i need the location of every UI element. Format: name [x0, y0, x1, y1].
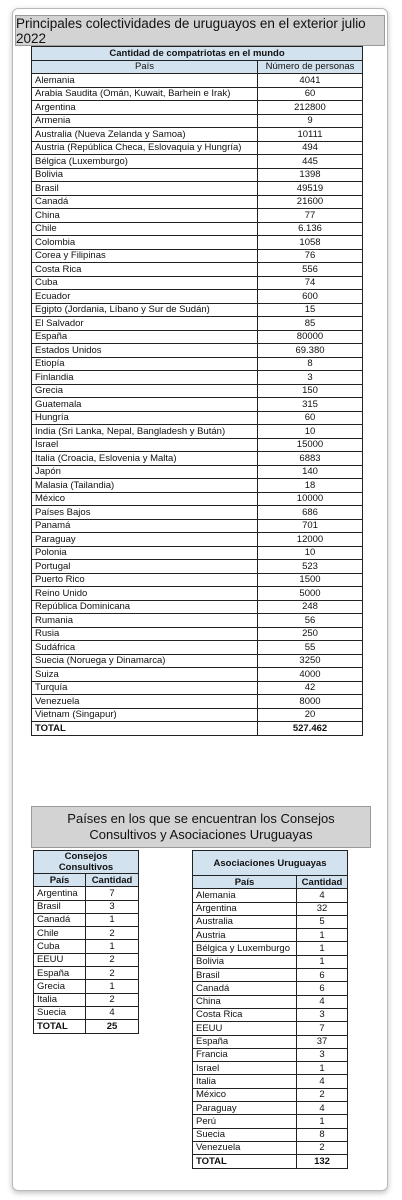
value-cell: 15 — [258, 303, 363, 317]
country-cell: Arabia Saudita (Omán, Kuwait, Barhein e Irak) — [32, 87, 258, 101]
value-cell: 150 — [258, 384, 363, 398]
asociaciones-row — [193, 1141, 348, 1154]
country-cell: Estados Unidos — [32, 344, 258, 358]
table-row — [32, 249, 363, 263]
table-row — [32, 330, 363, 344]
value-cell: 3250 — [258, 654, 363, 668]
country-cell: Armenia — [32, 114, 258, 128]
value-cell: 701 — [258, 519, 363, 533]
table-row — [32, 303, 363, 317]
table-row — [32, 317, 363, 331]
value-cell: 1 — [86, 913, 139, 926]
table-row — [32, 614, 363, 628]
value-cell: 1058 — [258, 236, 363, 250]
value-cell: 3 — [297, 1048, 348, 1061]
country-cell: Guatemala — [32, 398, 258, 412]
consejos-row — [34, 927, 139, 940]
asociaciones-row — [193, 1022, 348, 1035]
country-cell: Argentina — [193, 902, 297, 915]
country-cell: Canadá — [34, 913, 86, 926]
country-cell: EEUU — [193, 1022, 297, 1035]
country-cell: China — [193, 995, 297, 1008]
country-cell: Etiopía — [32, 357, 258, 371]
value-cell: 1 — [297, 929, 348, 942]
table-row — [32, 155, 363, 169]
value-cell: 10000 — [258, 492, 363, 506]
country-cell: Panamá — [32, 519, 258, 533]
asociaciones-row — [193, 955, 348, 968]
country-cell: Japón — [32, 465, 258, 479]
value-cell: 140 — [258, 465, 363, 479]
asociaciones-header-country: País — [193, 876, 297, 889]
value-cell: 2 — [86, 967, 139, 980]
country-cell: Suecia — [193, 1128, 297, 1141]
value-cell: 686 — [258, 506, 363, 520]
value-cell: 2 — [86, 953, 139, 966]
country-cell: Argentina — [32, 101, 258, 115]
value-cell: 20 — [258, 708, 363, 722]
table-row — [32, 141, 363, 155]
value-cell: 4 — [297, 889, 348, 902]
value-cell: 21600 — [258, 195, 363, 209]
country-cell: Canadá — [193, 982, 297, 995]
value-cell: 8000 — [258, 695, 363, 709]
country-cell: Corea y Filipinas — [32, 249, 258, 263]
section-title-line-1: Países en los que se encuentran los Consejos — [67, 811, 335, 826]
total-label: TOTAL — [193, 1155, 297, 1168]
value-cell: 10 — [258, 546, 363, 560]
value-cell: 1 — [86, 940, 139, 953]
asociaciones-row — [193, 1035, 348, 1048]
country-cell: Australia — [193, 915, 297, 928]
country-cell: Portugal — [32, 560, 258, 574]
country-cell: Italia — [34, 993, 86, 1006]
value-cell: 10 — [258, 425, 363, 439]
table-row — [32, 276, 363, 290]
value-cell: 2 — [297, 1141, 348, 1154]
country-cell: Suecia — [34, 1006, 86, 1019]
consejos-row — [34, 887, 139, 900]
country-cell: Bélgica y Luxemburgo — [193, 942, 297, 955]
section-title-line-2: Consultivos y Asociaciones Uruguayas — [89, 827, 313, 842]
value-cell: 5000 — [258, 587, 363, 601]
value-cell: 8 — [258, 357, 363, 371]
value-cell: 4 — [297, 1102, 348, 1115]
country-cell: Chile — [32, 222, 258, 236]
value-cell: 250 — [258, 627, 363, 641]
table-row — [32, 425, 363, 439]
total-row — [32, 722, 363, 736]
country-cell: Venezuela — [193, 1141, 297, 1154]
table-row — [32, 182, 363, 196]
table-row — [32, 371, 363, 385]
table-row — [32, 681, 363, 695]
country-cell: Vietnam (Singapur) — [32, 708, 258, 722]
value-cell: 77 — [258, 209, 363, 223]
country-cell: Israel — [193, 1062, 297, 1075]
value-cell: 4041 — [258, 74, 363, 88]
asociaciones-row — [193, 902, 348, 915]
country-cell: Grecia — [32, 384, 258, 398]
asociaciones-row — [193, 1008, 348, 1021]
value-cell: 85 — [258, 317, 363, 331]
table-row — [32, 465, 363, 479]
value-cell: 3 — [86, 900, 139, 913]
country-cell: El Salvador — [32, 317, 258, 331]
country-cell: Colombia — [32, 236, 258, 250]
table-row — [32, 168, 363, 182]
table-row — [32, 438, 363, 452]
value-cell: 6 — [297, 969, 348, 982]
country-cell: Venezuela — [32, 695, 258, 709]
total-value: 25 — [86, 1020, 139, 1033]
country-cell: Cuba — [32, 276, 258, 290]
asociaciones-row — [193, 995, 348, 1008]
table-row — [32, 290, 363, 304]
value-cell: 6883 — [258, 452, 363, 466]
value-cell: 4 — [86, 1006, 139, 1019]
total-value: 132 — [297, 1155, 348, 1168]
country-cell: Brasil — [34, 900, 86, 913]
country-cell: Italia — [193, 1075, 297, 1088]
table-row — [32, 600, 363, 614]
table-row — [32, 209, 363, 223]
column-header-country: País — [32, 60, 258, 74]
value-cell: 3 — [258, 371, 363, 385]
country-cell: Austria — [193, 929, 297, 942]
value-cell: 76 — [258, 249, 363, 263]
country-cell: Costa Rica — [193, 1008, 297, 1021]
table-row — [32, 506, 363, 520]
value-cell: 60 — [258, 411, 363, 425]
table-row — [32, 533, 363, 547]
table-caption: Cantidad de compatriotas en el mundo — [32, 47, 363, 61]
asociaciones-row — [193, 1115, 348, 1128]
value-cell: 10111 — [258, 128, 363, 142]
asociaciones-row — [193, 929, 348, 942]
value-cell: 7 — [86, 887, 139, 900]
country-cell: Ecuador — [32, 290, 258, 304]
value-cell: 55 — [258, 641, 363, 655]
table-row — [32, 114, 363, 128]
value-cell: 556 — [258, 263, 363, 277]
total-label: TOTAL — [32, 722, 258, 736]
country-cell: Puerto Rico — [32, 573, 258, 587]
consejos-caption: Consejos Consultivos — [34, 851, 139, 874]
country-cell: India (Sri Lanka, Nepal, Bangladesh y Bután) — [32, 425, 258, 439]
value-cell: 3 — [297, 1008, 348, 1021]
table-row — [32, 357, 363, 371]
country-cell: Polonia — [32, 546, 258, 560]
asociaciones-header-count: Cantidad — [297, 876, 348, 889]
table-row — [32, 587, 363, 601]
asociaciones-row — [193, 1128, 348, 1141]
table-row — [32, 398, 363, 412]
country-cell: Paraguay — [193, 1102, 297, 1115]
value-cell: 15000 — [258, 438, 363, 452]
asociaciones-row — [193, 1102, 348, 1115]
value-cell: 1 — [86, 980, 139, 993]
value-cell: 42 — [258, 681, 363, 695]
value-cell: 1 — [297, 955, 348, 968]
country-cell: Bolivia — [32, 168, 258, 182]
country-cell: Egipto (Jordania, Líbano y Sur de Sudán) — [32, 303, 258, 317]
table-row — [32, 344, 363, 358]
total-value: 527.462 — [258, 722, 363, 736]
table-row — [32, 519, 363, 533]
table-row — [32, 101, 363, 115]
compatriots-table — [31, 46, 363, 736]
asociaciones-row — [193, 942, 348, 955]
country-cell: Israel — [32, 438, 258, 452]
asociaciones-table — [192, 850, 348, 1169]
table-row — [32, 263, 363, 277]
country-cell: Alemania — [193, 889, 297, 902]
country-cell: Austria (República Checa, Eslovaquia y Hungría) — [32, 141, 258, 155]
table-row — [32, 87, 363, 101]
country-cell: Sudáfrica — [32, 641, 258, 655]
value-cell: 1 — [297, 942, 348, 955]
table-row — [32, 492, 363, 506]
country-cell: España — [193, 1035, 297, 1048]
country-cell: China — [32, 209, 258, 223]
table-row — [32, 654, 363, 668]
table-row — [32, 641, 363, 655]
value-cell: 9 — [258, 114, 363, 128]
value-cell: 56 — [258, 614, 363, 628]
country-cell: Francia — [193, 1048, 297, 1061]
total-row — [193, 1155, 348, 1168]
value-cell: 445 — [258, 155, 363, 169]
total-label: TOTAL — [34, 1020, 86, 1033]
consejos-row — [34, 940, 139, 953]
value-cell: 523 — [258, 560, 363, 574]
country-cell: Alemania — [32, 74, 258, 88]
country-cell: Australia (Nueva Zelanda y Samoa) — [32, 128, 258, 142]
consejos-row — [34, 993, 139, 1006]
country-cell: Chile — [34, 927, 86, 940]
country-cell: Canadá — [32, 195, 258, 209]
table-row — [32, 411, 363, 425]
value-cell: 6 — [297, 982, 348, 995]
value-cell: 1500 — [258, 573, 363, 587]
country-cell: Suecia (Noruega y Dinamarca) — [32, 654, 258, 668]
country-cell: Cuba — [34, 940, 86, 953]
value-cell: 32 — [297, 902, 348, 915]
value-cell: 248 — [258, 600, 363, 614]
country-cell: Argentina — [34, 887, 86, 900]
section-title — [31, 806, 371, 848]
value-cell: 2 — [86, 993, 139, 1006]
table-row — [32, 668, 363, 682]
value-cell: 1 — [297, 1062, 348, 1075]
table-row — [32, 236, 363, 250]
country-cell: Paraguay — [32, 533, 258, 547]
value-cell: 4000 — [258, 668, 363, 682]
value-cell: 2 — [297, 1088, 348, 1101]
table-row — [32, 708, 363, 722]
country-cell: Brasil — [193, 969, 297, 982]
country-cell: Reino Unido — [32, 587, 258, 601]
value-cell: 4 — [297, 995, 348, 1008]
consejos-header-count: Cantidad — [86, 874, 139, 887]
country-cell: Finlandia — [32, 371, 258, 385]
country-cell: Bélgica (Luxemburgo) — [32, 155, 258, 169]
value-cell: 49519 — [258, 182, 363, 196]
table-row — [32, 546, 363, 560]
value-cell: 600 — [258, 290, 363, 304]
value-cell: 2 — [86, 927, 139, 940]
consejos-header-country: País — [34, 874, 86, 887]
total-row — [34, 1020, 139, 1033]
country-cell: Turquía — [32, 681, 258, 695]
country-cell: Italia (Croacia, Eslovenia y Malta) — [32, 452, 258, 466]
asociaciones-row — [193, 1048, 348, 1061]
country-cell: Rusia — [32, 627, 258, 641]
asociaciones-row — [193, 1062, 348, 1075]
value-cell: 74 — [258, 276, 363, 290]
value-cell: 5 — [297, 915, 348, 928]
value-cell: 494 — [258, 141, 363, 155]
table-row — [32, 128, 363, 142]
table-row — [32, 573, 363, 587]
country-cell: EEUU — [34, 953, 86, 966]
country-cell: Bolivia — [193, 955, 297, 968]
country-cell: Perú — [193, 1115, 297, 1128]
country-cell: Malasia (Tailandia) — [32, 479, 258, 493]
value-cell: 12000 — [258, 533, 363, 547]
value-cell: 1398 — [258, 168, 363, 182]
consejos-table — [33, 850, 139, 1034]
value-cell: 315 — [258, 398, 363, 412]
table-row — [32, 222, 363, 236]
table-row — [32, 560, 363, 574]
country-cell: República Dominicana — [32, 600, 258, 614]
asociaciones-row — [193, 1075, 348, 1088]
country-cell: Brasil — [32, 182, 258, 196]
table-row — [32, 452, 363, 466]
country-cell: Países Bajos — [32, 506, 258, 520]
consejos-row — [34, 913, 139, 926]
value-cell: 69.380 — [258, 344, 363, 358]
value-cell: 8 — [297, 1128, 348, 1141]
country-cell: Hungría — [32, 411, 258, 425]
asociaciones-row — [193, 889, 348, 902]
country-cell: España — [34, 967, 86, 980]
value-cell: 212800 — [258, 101, 363, 115]
asociaciones-row — [193, 982, 348, 995]
page-title — [15, 15, 385, 46]
consejos-row — [34, 1006, 139, 1019]
consejos-row — [34, 967, 139, 980]
page-title-text: Principales colectividades de uruguayos en el exterior julio 2022 — [16, 15, 366, 46]
value-cell: 1 — [297, 1115, 348, 1128]
asociaciones-caption: Asociaciones Uruguayas — [193, 851, 348, 876]
value-cell: 6.136 — [258, 222, 363, 236]
value-cell: 80000 — [258, 330, 363, 344]
asociaciones-row — [193, 915, 348, 928]
column-header-people: Número de personas — [258, 60, 363, 74]
country-cell: México — [32, 492, 258, 506]
table-row — [32, 479, 363, 493]
table-row — [32, 195, 363, 209]
value-cell: 60 — [258, 87, 363, 101]
country-cell: Rumania — [32, 614, 258, 628]
value-cell: 18 — [258, 479, 363, 493]
consejos-row — [34, 953, 139, 966]
country-cell: México — [193, 1088, 297, 1101]
value-cell: 4 — [297, 1075, 348, 1088]
value-cell: 7 — [297, 1022, 348, 1035]
value-cell: 37 — [297, 1035, 348, 1048]
table-row — [32, 695, 363, 709]
asociaciones-row — [193, 1088, 348, 1101]
country-cell: Suiza — [32, 668, 258, 682]
table-row — [32, 384, 363, 398]
country-cell: España — [32, 330, 258, 344]
asociaciones-row — [193, 969, 348, 982]
table-row — [32, 627, 363, 641]
country-cell: Costa Rica — [32, 263, 258, 277]
country-cell: Grecia — [34, 980, 86, 993]
consejos-row — [34, 980, 139, 993]
table-row — [32, 74, 363, 88]
consejos-row — [34, 900, 139, 913]
